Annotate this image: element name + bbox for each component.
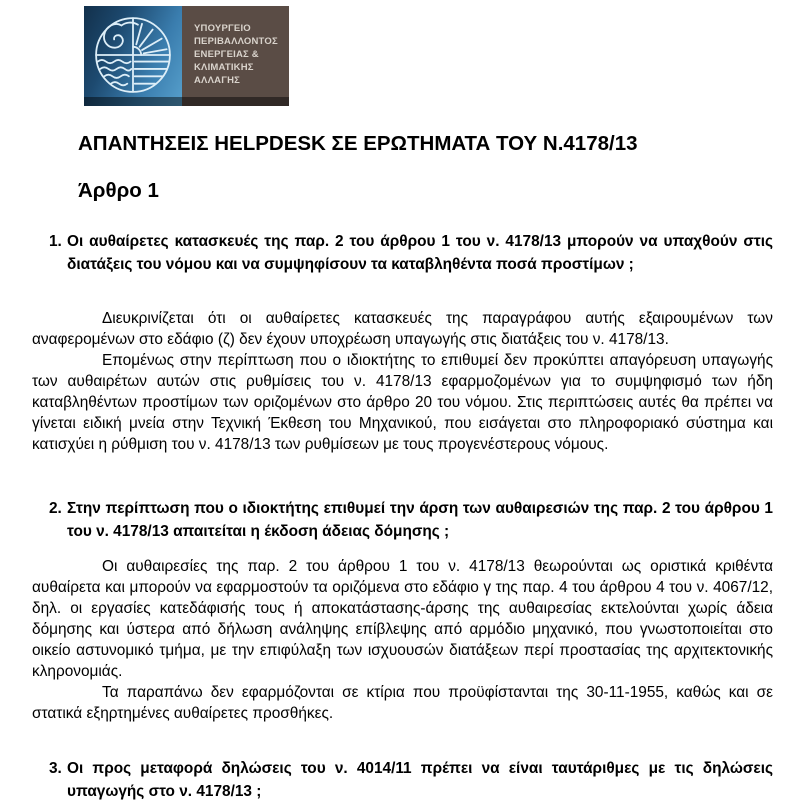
question-number: 1. — [49, 233, 62, 250]
answer-paragraph: Επομένως στην περίπτωση που ο ιδιοκτήτης το επιθυμεί δεν προκύπτει απαγόρευση υπαγωγής των αυθαιρέτων αυτών στις ρυθμίσεις του ν. 4178/13 εφαρμοζομένων για το συμψηφισμό των ήδη καταβληθέντων προστίμων των οριζομένων στο άρθρο 20 του νόμου. Στις περιπτώσεις αυτές θα πρέπει να γίνεται ειδική μνεία στην Τεχνική Έκθεση του Μηχανικού, που εισάγεται στο πληροφοριακό σύστημα και κατισχύει η ρύθμιση του ν. 4178/13 των ρυθμίσεων με τους προγενέστερους νόμους. — [32, 352, 773, 453]
answer-block-1 — [32, 308, 773, 455]
question-number: 3. — [49, 760, 62, 777]
ministry-name-line: ΥΠΟΥΡΓΕΙΟ — [194, 23, 251, 34]
ministry-logo — [84, 6, 289, 106]
question-text: Στην περίπτωση που ο ιδιοκτήτης επιθυμεί την άρση των αυθαιρεσιών της παρ. 2 του άρθρου 1 του ν. 4178/13 απαιτείται η έκδοση άδειας δόμησης ; — [67, 500, 773, 540]
ministry-name-line: ΑΛΛΑΓΗΣ — [194, 75, 241, 86]
ministry-name-line: ΚΛΙΜΑΤΙΚΗΣ — [194, 62, 254, 73]
question-item-2 — [49, 497, 773, 543]
ministry-name-line: ΠΕΡΙΒΑΛΛΟΝΤΟΣ — [194, 36, 278, 47]
answer-paragraph: Διευκρινίζεται ότι οι αυθαίρετες κατασκευές της παραγράφου αυτής εξαιρουμένων των αναφερομένων στο εδάφιο (ζ) δεν έχουν υποχρέωση υπαγωγής στις διατάξεις του ν. 4178/13. — [32, 310, 773, 348]
answer-block-2 — [32, 556, 773, 724]
question-item-3 — [49, 757, 773, 800]
document-title: ΑΠΑΝΤΗΣΕΙΣ HELPDESK ΣΕ ΕΡΩΤΗΜΑΤΑ ΤΟΥ Ν.4178/13 — [78, 132, 638, 155]
ministry-logo-text-panel — [182, 6, 289, 106]
question-number: 2. — [49, 500, 62, 517]
question-item-1 — [49, 230, 773, 276]
ministry-emblem-icon — [92, 14, 174, 96]
ministry-logo-blue-panel — [84, 6, 182, 106]
ministry-name-line: ΕΝΕΡΓΕΙΑΣ & — [194, 49, 259, 60]
answer-paragraph: Τα παραπάνω δεν εφαρμόζονται σε κτίρια που προϋφίστανται της 30-11-1955, καθώς και σε στατικά εξηρτημένες αυθαίρετες προσθήκες. — [32, 684, 773, 722]
question-text: Οι προς μεταφορά δηλώσεις του ν. 4014/11 πρέπει να είναι ταυτάριθμες με τις δηλώσεις υπαγωγής στο ν. 4178/13 ; — [67, 760, 773, 800]
section-heading: Άρθρο 1 — [78, 179, 159, 202]
question-text: Οι αυθαίρετες κατασκευές της παρ. 2 του άρθρου 1 του ν. 4178/13 μπορούν να υπαχθούν στις διατάξεις του νόμου και να συμψηφίσουν τα καταβληθέντα ποσά προστίμων ; — [67, 233, 773, 273]
answer-paragraph: Οι αυθαιρεσίες της παρ. 2 του άρθρου 1 του ν. 4178/13 θεωρούνται ως οριστικά κριθέντα αυθαίρετα και μπορούν να εφαρμοστούν τα οριζόμενα στο εδάφιο γ της παρ. 4 του άρθρου 4 του ν. 4067/12, δηλ. οι εργασίες κατεδάφισής τους ή αποκατάστασης-άρσης της αυθαιρεσίας εκτελούνται χωρίς άδεια δόμησης και ύστερα από δήλωση ανάληψης επίβλεψης από αρμόδιο μηχανικό, που γνωστοποιείται στο οικείο αστυνομικό τμήμα, με την επιφύλαξη των ισχυουσών διατάξεων περί προστασίας της αρχιτεκτονικής κληρονομιάς. — [32, 558, 773, 680]
